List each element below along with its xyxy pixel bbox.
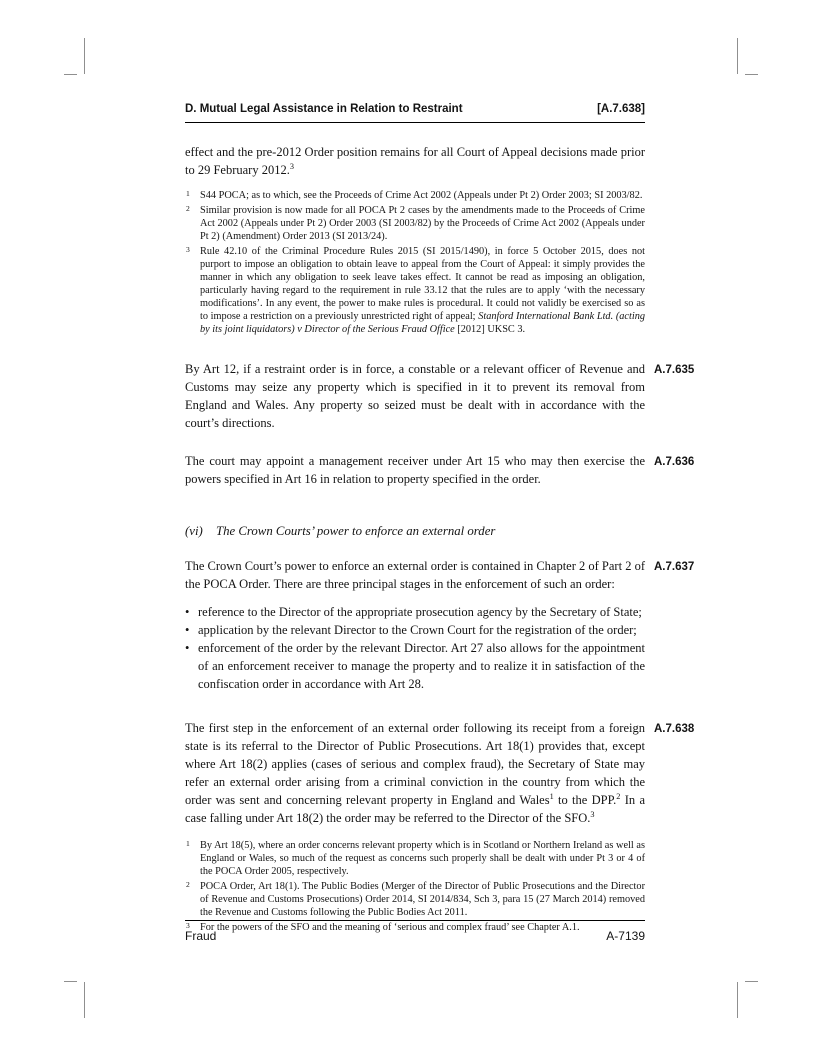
footnote-number: 3 xyxy=(186,921,190,930)
crop-mark-bottom-left-horizontal xyxy=(64,981,77,982)
footnote-number: 1 xyxy=(186,839,190,848)
footnote-text: Similar provision is now made for all POCA Pt 2 cases by the amendments made to the Proceeds of Crime Act 2002 (Appeals under Pt 2) Order 2003 (SI 2003/82) by the Proceeds of Crime Act 2002 (Appeals under Pt 2) (Amendment) Order 2013 (SI 2013/24). xyxy=(200,205,645,242)
crop-mark-bottom-left-vertical xyxy=(84,982,85,1018)
footnote-text: For the powers of the SFO and the meaning of ‘serious and complex fraud’ see Chapter A.1. xyxy=(200,922,580,933)
body-paragraph-638 xyxy=(185,719,695,827)
footnote-number: 2 xyxy=(186,880,190,889)
running-header-title: D. Mutual Legal Assistance in Relation to Restraint xyxy=(185,103,463,115)
body-paragraph-636 xyxy=(185,452,695,488)
intro-paragraph: effect and the pre-2012 Order position remains for all Court of Appeal decisions made prior to 29 February 2012.$^3$ xyxy=(185,145,645,177)
crop-mark-top-right-horizontal xyxy=(745,74,758,75)
margin-ref-635: A.7.635 xyxy=(654,364,695,376)
footnote-text: S44 POCA; as to which, see the Proceeds of Crime Act 2002 (Appeals under Pt 2) Order 2003; SI 2003/82. xyxy=(200,190,643,201)
bullet-list xyxy=(185,603,645,693)
crop-mark-bottom-right-horizontal xyxy=(745,981,758,982)
bullet-item xyxy=(185,639,645,693)
margin-ref-636: A.7.636 xyxy=(654,456,695,468)
section-heading-number: (vi) xyxy=(185,524,203,538)
footnote xyxy=(185,245,645,336)
bullet-icon: • xyxy=(185,605,190,619)
footnote-text: By Art 18(5), where an order concerns relevant property which is in Scotland or Northern Ireland as well as England or Wales, so much of the request as concerns such properly shall be dealt with under Pt 3 or 4 of the POCA Order 2005, respectively. xyxy=(200,840,645,877)
paragraph-text: The first step in the enforcement of an external order following its receipt from a foreign state is its referral to the Director of Public Prosecutions. Art 18(1) provides that, except where Art 18(2) applies (cases of serious and complex fraud), the Secretary of State may refer an external order arising from a criminal conviction in the country from which the order was sent and concerning relevant property in England and Wales$^1$ to the DPP.$^2$ In a case falling under Art 18(2) the order may be referred to the Director of the SFO.$^3$ xyxy=(185,721,645,825)
margin-ref-637: A.7.637 xyxy=(654,561,695,573)
crop-mark-bottom-right-vertical xyxy=(737,982,738,1018)
section-heading-text: The Crown Courts’ power to enforce an external order xyxy=(215,524,496,538)
margin-ref-638: A.7.638 xyxy=(654,723,695,735)
footnote-number: 2 xyxy=(186,204,190,213)
footnote xyxy=(185,189,645,202)
bullet-item xyxy=(185,603,645,621)
footnote xyxy=(185,204,645,243)
footnote-block-top xyxy=(185,189,645,336)
footer-page-number: A-7139 xyxy=(606,929,645,943)
crop-mark-top-left-horizontal xyxy=(64,74,77,75)
body-paragraph-637 xyxy=(185,557,695,593)
crop-mark-top-right-vertical xyxy=(737,38,738,74)
bullet-text: application by the relevant Director to the Crown Court for the registration of the order; xyxy=(198,623,637,637)
running-header xyxy=(185,103,645,123)
bullet-icon: • xyxy=(185,623,190,637)
section-heading xyxy=(185,524,645,539)
footnote-number: 1 xyxy=(186,189,190,198)
paragraph-text: The Crown Court’s power to enforce an external order is contained in Chapter 2 of Part 2 of the POCA Order. There are three principal stages in the enforcement of such an order: xyxy=(185,559,645,591)
footnote-text: POCA Order, Art 18(1). The Public Bodies (Merger of the Director of Public Prosecutions and the Director of Revenue and Customs Prosecutions) Order 2014, SI 2014/834, Sch 3, para 15 (27 March 2014) removed the Revenue and Customs following the Public Bodies Act 2011. xyxy=(200,881,645,918)
footnote-number: 3 xyxy=(186,245,190,254)
paragraph-text: The court may appoint a management receiver under Art 15 who may then exercise the powers specified in Art 16 in relation to property specified in the order. xyxy=(185,454,645,486)
footnote-text: Rule 42.10 of the Criminal Procedure Rules 2015 (SI 2015/1490), in force 5 October 2015, does not purport to impose an obligation to obtain leave to appeal from the Court of Appeal: it simply provides the manner in which any obligation to seek leave takes effect. It cannot be read as imposing an obligation, particularly having regard to the requirement in rule 33.12 that the rules are to apply ‘with the necessary modifications’. In any event, the power to make rules is procedural. It could not validly be exercised so as to impose a restriction on a previously unrestricted right of appeal; Stanford International Bank Ltd. (acting by its joint liquidators) v Director of the Serious Fraud Office [2012] UKSC 3. xyxy=(200,246,645,335)
running-header-ref: [A.7.638] xyxy=(597,103,645,115)
bullet-icon: • xyxy=(185,641,190,655)
body-paragraph-635 xyxy=(185,360,695,432)
running-footer xyxy=(185,920,645,943)
crop-mark-top-left-vertical xyxy=(84,38,85,74)
footer-book-title: Fraud xyxy=(185,929,217,943)
paragraph-text: By Art 12, if a restraint order is in force, a constable or a relevant officer of Revenue and Customs may seize any property which is specified in it to prevent its removal from England and Wales. Any property so seized must be dealt with in accordance with the court’s directions. xyxy=(185,362,645,430)
footnote xyxy=(185,880,645,919)
bullet-text: enforcement of the order by the relevant Director. Art 27 also allows for the appointment of an enforcement receiver to manage the property and to realize it in satisfaction of the confiscation order in accordance with Art 28. xyxy=(198,641,645,691)
page-content xyxy=(185,103,695,934)
footnote xyxy=(185,839,645,878)
bullet-text: reference to the Director of the appropriate prosecution agency by the Secretary of State; xyxy=(198,605,642,619)
bullet-item xyxy=(185,621,645,639)
